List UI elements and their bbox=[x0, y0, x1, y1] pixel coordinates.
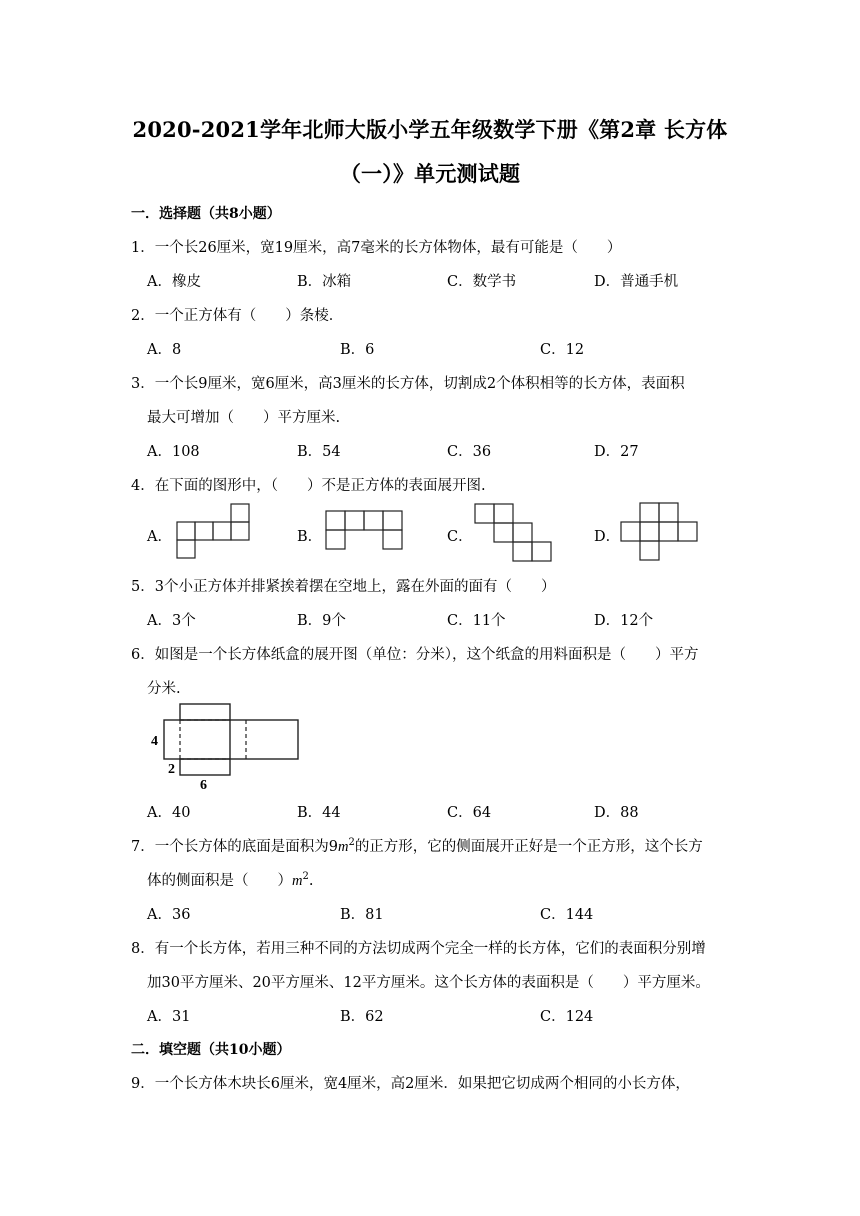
q7-option-c: C．144 bbox=[540, 907, 594, 923]
q1-option-d: D．普通手机 bbox=[594, 274, 679, 290]
q5-option-b: B．9个 bbox=[297, 613, 346, 629]
q3-option-a: A．108 bbox=[147, 444, 200, 460]
question-4: 4．在下面的图形中，（ ）不是正方体的表面展开图. bbox=[131, 478, 486, 494]
q8-option-c: C．124 bbox=[540, 1009, 594, 1025]
q6-option-b: B．44 bbox=[297, 805, 341, 821]
net-figure-c bbox=[474, 503, 554, 561]
question-7-continued: 体的侧面积是（ ）$m^2$. bbox=[147, 871, 314, 889]
q5-option-c: C．11个 bbox=[447, 613, 506, 629]
q6-option-d: D．88 bbox=[594, 805, 639, 821]
section-heading-choice: 一．选择题（共8小题） bbox=[131, 206, 281, 222]
question-9: 9．一个长方体木块长6厘米，宽4厘米，高2厘米．如果把它切成两个相同的小长方体， bbox=[131, 1076, 690, 1092]
question-8-continued: 加30平方厘米、20平方厘米、12平方厘米。这个长方体的表面积是（ ）平方厘米。 bbox=[147, 975, 710, 991]
q4-option-d: D． bbox=[594, 529, 621, 545]
net-figure-a bbox=[176, 503, 252, 559]
figure-label-length: 6 bbox=[200, 778, 207, 793]
question-7: 7．一个长方体的底面是面积为$9m^2$的正方形，它的侧面展开正好是一个正方形，这个长方 bbox=[131, 837, 703, 855]
question-5: 5．3个小正方体并排紧挨着摆在空地上，露在外面的面有（ ） bbox=[131, 579, 556, 595]
question-8: 8．有一个长方体，若用三种不同的方法切成两个完全一样的长方体，它们的表面积分别增 bbox=[131, 941, 706, 957]
question-1: 1．一个长26厘米，宽19厘米，高7毫米的长方体物体，最有可能是（ ） bbox=[131, 240, 622, 256]
net-figure-d bbox=[620, 502, 700, 562]
q3-option-d: D．27 bbox=[594, 444, 639, 460]
q4-option-c: C． bbox=[447, 529, 473, 545]
section-heading-fill: 二．填空题（共10小题） bbox=[131, 1042, 291, 1058]
q5-option-d: D．12个 bbox=[594, 613, 654, 629]
q3-option-c: C．36 bbox=[447, 444, 492, 460]
q4-option-b: B． bbox=[297, 529, 323, 545]
q1-option-b: B．冰箱 bbox=[297, 274, 352, 290]
question-6-continued: 分米. bbox=[147, 681, 181, 697]
question-3-continued: 最大可增加（ ）平方厘米. bbox=[147, 410, 341, 426]
q8-option-b: B．62 bbox=[340, 1009, 384, 1025]
q5-option-a: A．3个 bbox=[147, 613, 196, 629]
q8-option-a: A．31 bbox=[147, 1009, 191, 1025]
q1-option-c: C．数学书 bbox=[447, 274, 517, 290]
question-3: 3．一个长9厘米，宽6厘米，高3厘米的长方体，切割成2个体积相等的长方体，表面积 bbox=[131, 376, 685, 392]
q4-option-a: A． bbox=[147, 529, 172, 545]
question-6: 6．如图是一个长方体纸盒的展开图（单位：分米），这个纸盒的用料面积是（ ）平方 bbox=[131, 647, 699, 663]
question-2: 2．一个正方体有（ ）条棱． bbox=[131, 308, 344, 324]
q7-option-a: A．36 bbox=[147, 907, 191, 923]
q2-option-a: A．8 bbox=[147, 342, 182, 358]
q7-option-b: B．81 bbox=[340, 907, 384, 923]
q3-option-b: B．54 bbox=[297, 444, 341, 460]
q6-option-c: C．64 bbox=[447, 805, 492, 821]
net-figure-b bbox=[325, 510, 405, 552]
title-line-1: 2020-2021学年北师大版小学五年级数学下册《第2章 长方体 bbox=[132, 117, 728, 142]
q2-option-c: C．12 bbox=[540, 342, 585, 358]
q6-option-a: A．40 bbox=[147, 805, 191, 821]
figure-label-width: 2 bbox=[168, 762, 175, 777]
box-net-figure bbox=[150, 703, 310, 791]
q1-option-a: A．橡皮 bbox=[147, 274, 201, 290]
q2-option-b: B．6 bbox=[340, 342, 375, 358]
figure-label-height: 4 bbox=[151, 734, 158, 749]
title-line-2: （一）》单元测试题 bbox=[339, 161, 521, 186]
